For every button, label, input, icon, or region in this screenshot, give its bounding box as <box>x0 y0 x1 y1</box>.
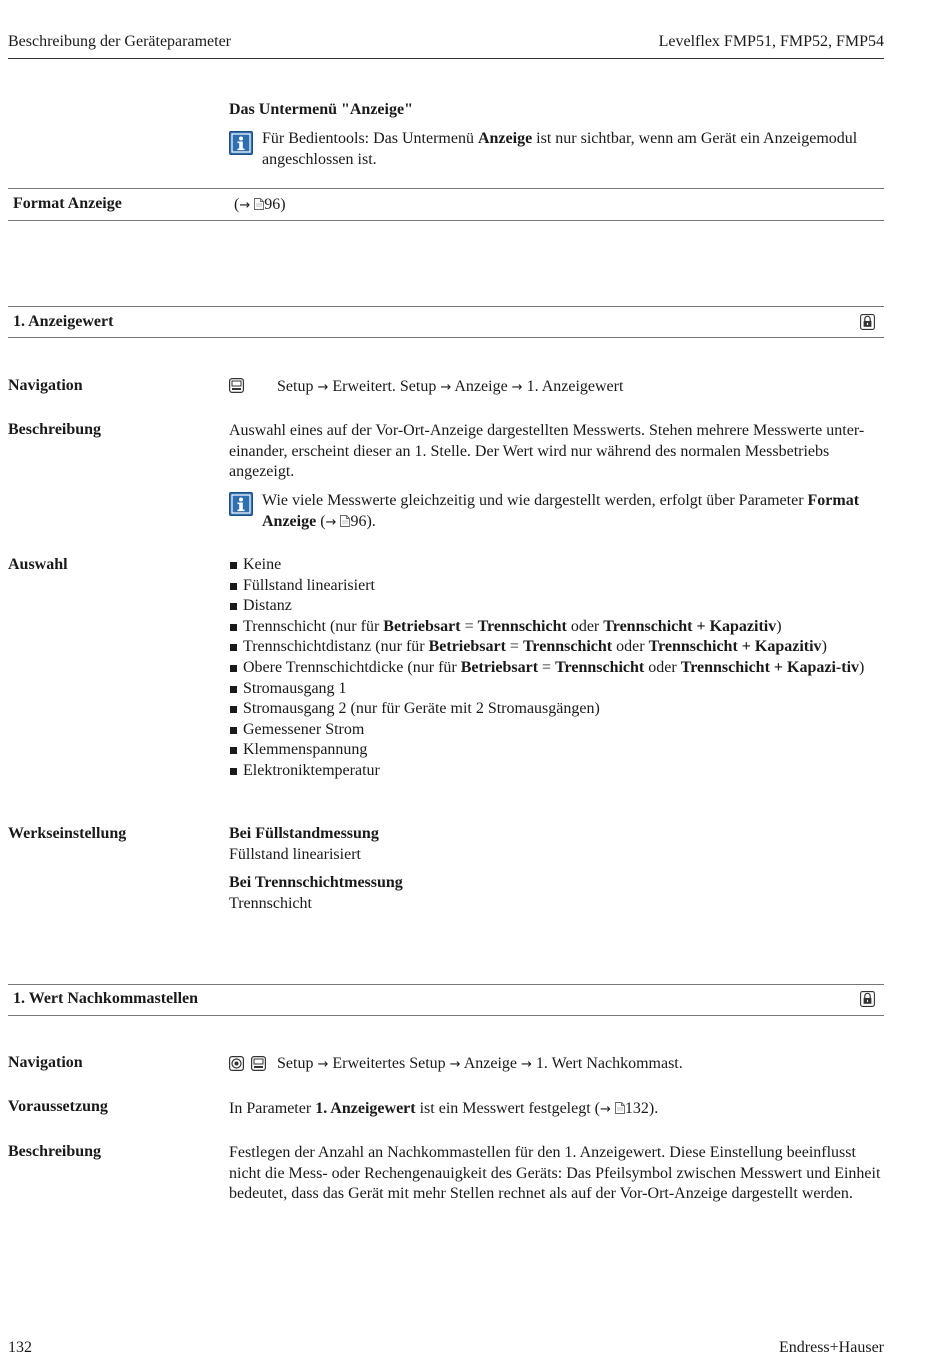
submenu-title: Das Untermenü "Anzeige" <box>229 101 413 118</box>
section2-prerequisite-label: Voraussetzung <box>8 1098 108 1115</box>
page-ref-icon <box>254 198 264 210</box>
list-item: Gemessener Strom <box>229 720 885 741</box>
list-item: Stromausgang 1 <box>229 679 885 700</box>
section1-selection-label: Auswahl <box>8 556 68 573</box>
section2-prerequisite-text: In Parameter 1. Anzeigewert ist ein Messwert festgelegt (→ 132). <box>229 1100 659 1117</box>
format-anzeige-label: Format Anzeige <box>13 195 122 212</box>
factory-heading-interface: Bei Trennschichtmessung <box>229 874 403 891</box>
info-icon <box>229 131 253 155</box>
page-header-right: Levelflex FMP51, FMP52, FMP54 <box>658 33 884 50</box>
header-rule <box>8 58 884 59</box>
factory-heading-level: Bei Füllstandmessung <box>229 825 379 842</box>
list-item: Klemmenspannung <box>229 740 885 761</box>
lock-icon <box>860 314 875 330</box>
section2-top-rule <box>8 984 884 985</box>
factory-value-interface: Trennschicht <box>229 895 312 912</box>
list-item: Keine <box>229 555 885 576</box>
section1-title: 1. Anzeigewert <box>13 313 114 330</box>
list-item: Trennschichtdistanz (nur für Betriebsart = Trennschicht oder Trennschicht + Kapazitiv) <box>229 637 885 658</box>
selection-list <box>229 555 885 782</box>
format-anzeige-ref[interactable]: (→ 96) <box>234 196 286 213</box>
page-number: 132 <box>8 1339 32 1356</box>
factory-value-level: Füllstand linearisiert <box>229 846 361 863</box>
section2-description-label: Beschreibung <box>8 1143 102 1160</box>
info-icon <box>229 492 253 516</box>
section1-navigation-label: Navigation <box>8 377 83 394</box>
section2-bottom-rule <box>8 1015 884 1016</box>
display-icon <box>251 1056 266 1071</box>
section1-description-label: Beschreibung <box>8 421 102 438</box>
page-header-left: Beschreibung der Geräteparameter <box>8 33 231 50</box>
submenu-info-text: Für Bedientools: Das Untermenü Anzeige ist nur sichtbar, wenn am Gerät ein Anzeigemodul angeschlossen ist. <box>262 130 858 168</box>
footer-brand: Endress+Hauser <box>779 1339 884 1356</box>
list-item: Stromausgang 2 (nur für Geräte mit 2 Stromausgängen) <box>229 699 885 720</box>
section1-navigation-path: Setup → Erweitert. Setup → Anzeige → 1. Anzeigewert <box>277 378 624 395</box>
section1-description-text: Auswahl eines auf der Vor-Ort-Anzeige dargestellten Messwerts. Stehen mehrere Messwerte unter-einander, erscheint dieser an 1. Stelle. Der Wert wird nur während des normalen Messbetriebs angezeigt. <box>229 422 865 480</box>
lock-icon <box>860 991 875 1007</box>
section1-info-text: Wie viele Messwerte gleichzeitig und wie dargestellt werden, erfolgt über Parameter Format Anzeige (→ 96). <box>262 492 860 530</box>
list-item: Elektroniktemperatur <box>229 761 885 782</box>
list-item: Trennschicht (nur für Betriebsart = Trennschicht oder Trennschicht + Kapazitiv) <box>229 617 885 638</box>
list-item: Obere Trennschichtdicke (nur für Betriebsart = Trennschicht oder Trennschicht + Kapazi-tiv) <box>229 658 885 679</box>
list-item: Füllstand linearisiert <box>229 576 885 597</box>
page-ref-icon <box>340 515 350 527</box>
section1-bottom-rule <box>8 337 884 338</box>
section1-top-rule <box>8 306 884 307</box>
section1-factory-label: Werkseinstellung <box>8 825 127 842</box>
display-icon <box>229 378 244 393</box>
format-row-bottom-rule <box>8 220 884 221</box>
page-ref-icon <box>615 1102 625 1114</box>
format-row-top-rule <box>8 188 884 189</box>
section2-navigation-path: Setup → Erweitertes Setup → Anzeige → 1. Wert Nachkommast. <box>277 1055 683 1072</box>
section2-title: 1. Wert Nachkommastellen <box>13 990 199 1007</box>
section2-description-text: Festlegen der Anzahl an Nachkommastellen für den 1. Anzeigewert. Diese Einstellung beeinflusst nicht die Mess- oder Rechengenauigkeit des Geräts: Das Pfeilsymbol zwischen Messwert und Einheit bedeutet, dass das Gerät mit mehr Stellen rechnet als auf der Vor-Ort-Anzeige dargestellt werden. <box>229 1144 881 1202</box>
section2-navigation-label: Navigation <box>8 1054 83 1071</box>
operation-icon <box>229 1056 244 1071</box>
list-item: Distanz <box>229 596 885 617</box>
